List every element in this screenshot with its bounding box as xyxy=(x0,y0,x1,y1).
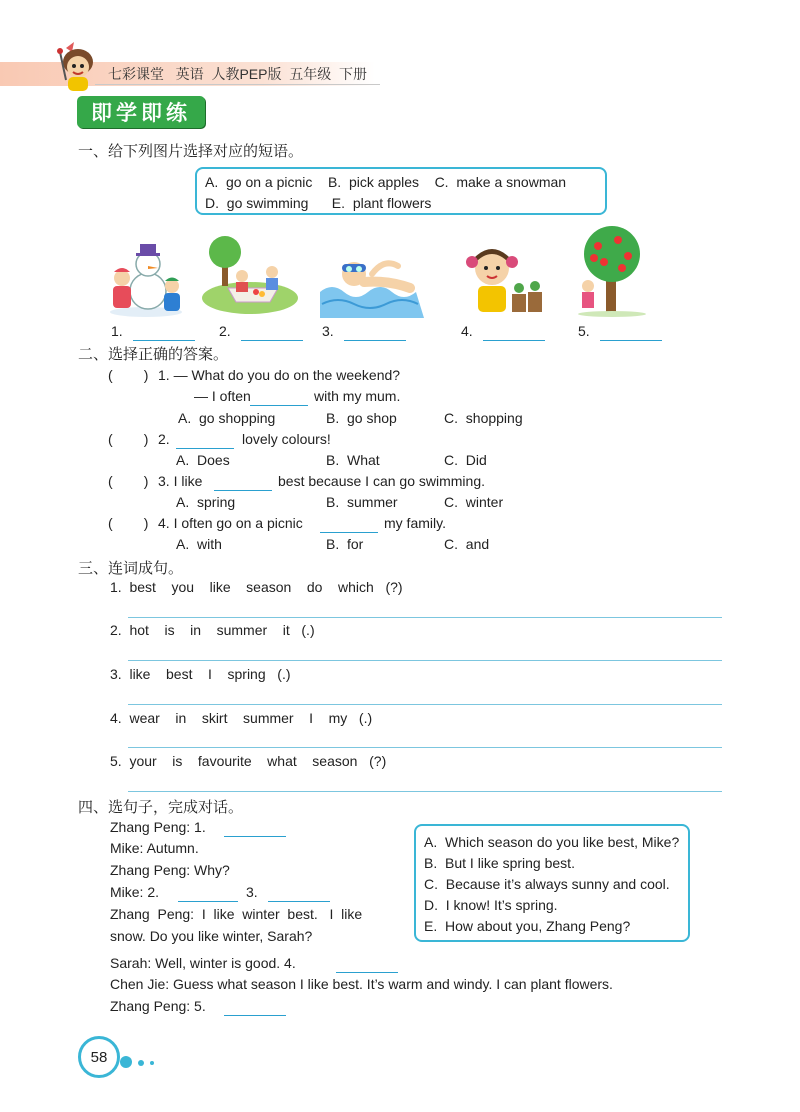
part3-title: 三、连词成句。 xyxy=(78,560,184,577)
part4-option-c: C. Because it’s always sunny and cool. xyxy=(424,876,670,892)
section-tag: 即学即练 xyxy=(77,96,205,128)
part1-options-line2: D. go swimming E. plant flowers xyxy=(205,195,432,211)
answer-line-4[interactable] xyxy=(128,747,722,748)
dialog-line-4a: Mike: 2. xyxy=(110,884,160,900)
q3-option-b: B. summer xyxy=(326,494,398,510)
part4-option-e: E. How about you, Zhang Peng? xyxy=(424,918,631,934)
pic-label-5: 5. xyxy=(578,323,590,339)
plant-flowers-picture xyxy=(460,240,546,318)
dialog-line-9: Zhang Peng: 5. xyxy=(110,998,206,1014)
q4-option-c: C. and xyxy=(444,536,490,552)
dialog-line-2: Mike: Autumn. xyxy=(110,840,199,856)
pic-answer-2[interactable] xyxy=(241,324,303,341)
q3-paren[interactable]: ( ) xyxy=(108,473,149,489)
reorder-item-4: 4. wear in skirt summer I my (.) xyxy=(110,710,373,726)
part2-title: 二、选择正确的答案。 xyxy=(78,346,229,363)
part4-option-d: D. I know! It’s spring. xyxy=(424,897,558,913)
q4-option-a: A. with xyxy=(176,536,222,552)
dialog-blank-4[interactable] xyxy=(336,956,398,973)
mascot-icon xyxy=(52,40,104,96)
part4-title: 四、选句子，完成对话。 xyxy=(78,799,244,816)
dialog-blank-3[interactable] xyxy=(268,885,330,902)
dialog-line-1: Zhang Peng: 1. xyxy=(110,819,206,835)
q1-line2-b: with my mum. xyxy=(314,388,401,404)
page-number: 58 xyxy=(78,1036,120,1078)
q3-option-a: A. spring xyxy=(176,494,236,510)
q3-blank[interactable] xyxy=(214,474,272,491)
q3-stem-a: 3. I like xyxy=(158,473,203,489)
picnic-picture xyxy=(198,236,300,316)
page-dot-medium xyxy=(138,1060,144,1066)
header-rule xyxy=(95,84,380,85)
page-dot-small xyxy=(150,1061,154,1065)
q1-option-b: B. go shop xyxy=(326,410,397,426)
part1-options-line1: A. go on a picnic B. pick apples C. make a snowman xyxy=(205,174,567,190)
q1-blank[interactable] xyxy=(250,389,308,406)
apple-tree-picture xyxy=(572,224,652,318)
q2-stem-b: lovely colours! xyxy=(242,431,331,447)
page-dot-large xyxy=(120,1056,132,1068)
dialog-line-6: snow. Do you like winter, Sarah? xyxy=(110,928,313,944)
pic-answer-4[interactable] xyxy=(483,324,545,341)
book-title: 七彩课堂 英语 人教PEP版 五年级 下册 xyxy=(108,66,368,82)
dialog-line-5: Zhang Peng: I like winter best. I like xyxy=(110,906,363,922)
dialog-blank-2[interactable] xyxy=(178,885,238,902)
dialog-line-3: Zhang Peng: Why? xyxy=(110,862,230,878)
q2-option-c: C. Did xyxy=(444,452,487,468)
answer-line-5[interactable] xyxy=(128,791,722,792)
snowman-picture xyxy=(106,236,186,318)
q3-stem-b: best because I can go swimming. xyxy=(278,473,485,489)
q2-paren[interactable]: ( ) xyxy=(108,431,149,447)
q2-blank[interactable] xyxy=(176,432,234,449)
pic-label-4: 4. xyxy=(461,323,473,339)
dialog-line-8: Chen Jie: Guess what season I like best. It’s warm and windy. I can plant flowers. xyxy=(110,976,613,992)
reorder-item-3: 3. like best I spring (.) xyxy=(110,666,291,682)
dialog-line-4b: 3. xyxy=(246,884,258,900)
q3-option-c: C. winter xyxy=(444,494,504,510)
part1-title: 一、给下列图片选择对应的短语。 xyxy=(78,143,304,160)
pic-label-3: 3. xyxy=(322,323,334,339)
q1-option-c: C. shopping xyxy=(444,410,523,426)
q4-stem-a: 4. I often go on a picnic xyxy=(158,515,303,531)
answer-line-1[interactable] xyxy=(128,617,722,618)
dialog-line-7: Sarah: Well, winter is good. 4. xyxy=(110,955,296,971)
reorder-item-2: 2. hot is in summer it (.) xyxy=(110,622,315,638)
pic-answer-5[interactable] xyxy=(600,324,662,341)
pic-label-2: 2. xyxy=(219,323,231,339)
pic-label-1: 1. xyxy=(111,323,123,339)
q2-option-b: B. What xyxy=(326,452,380,468)
part4-option-b: B. But I like spring best. xyxy=(424,855,575,871)
pic-answer-3[interactable] xyxy=(344,324,406,341)
pic-answer-1[interactable] xyxy=(133,324,195,341)
q4-stem-b: my family. xyxy=(384,515,446,531)
q4-blank[interactable] xyxy=(320,516,378,533)
reorder-item-5: 5. your is favourite what season (?) xyxy=(110,753,387,769)
dialog-blank-5[interactable] xyxy=(224,999,286,1016)
part4-options-box xyxy=(414,824,690,942)
q1-line2-a: — I often xyxy=(194,388,251,404)
answer-line-2[interactable] xyxy=(128,660,722,661)
q1-stem: 1. — What do you do on the weekend? xyxy=(158,367,401,383)
q4-option-b: B. for xyxy=(326,536,364,552)
part4-option-a: A. Which season do you like best, Mike? xyxy=(424,834,680,850)
q1-paren[interactable]: ( ) xyxy=(108,367,149,383)
q2-option-a: A. Does xyxy=(176,452,230,468)
q2-stem-a: 2. xyxy=(158,431,170,447)
swimming-picture xyxy=(318,252,426,318)
answer-line-3[interactable] xyxy=(128,704,722,705)
dialog-blank-1[interactable] xyxy=(224,820,286,837)
q4-paren[interactable]: ( ) xyxy=(108,515,149,531)
part1-options-box xyxy=(195,167,607,215)
q1-option-a: A. go shopping xyxy=(178,410,276,426)
reorder-item-1: 1. best you like season do which (?) xyxy=(110,579,403,595)
